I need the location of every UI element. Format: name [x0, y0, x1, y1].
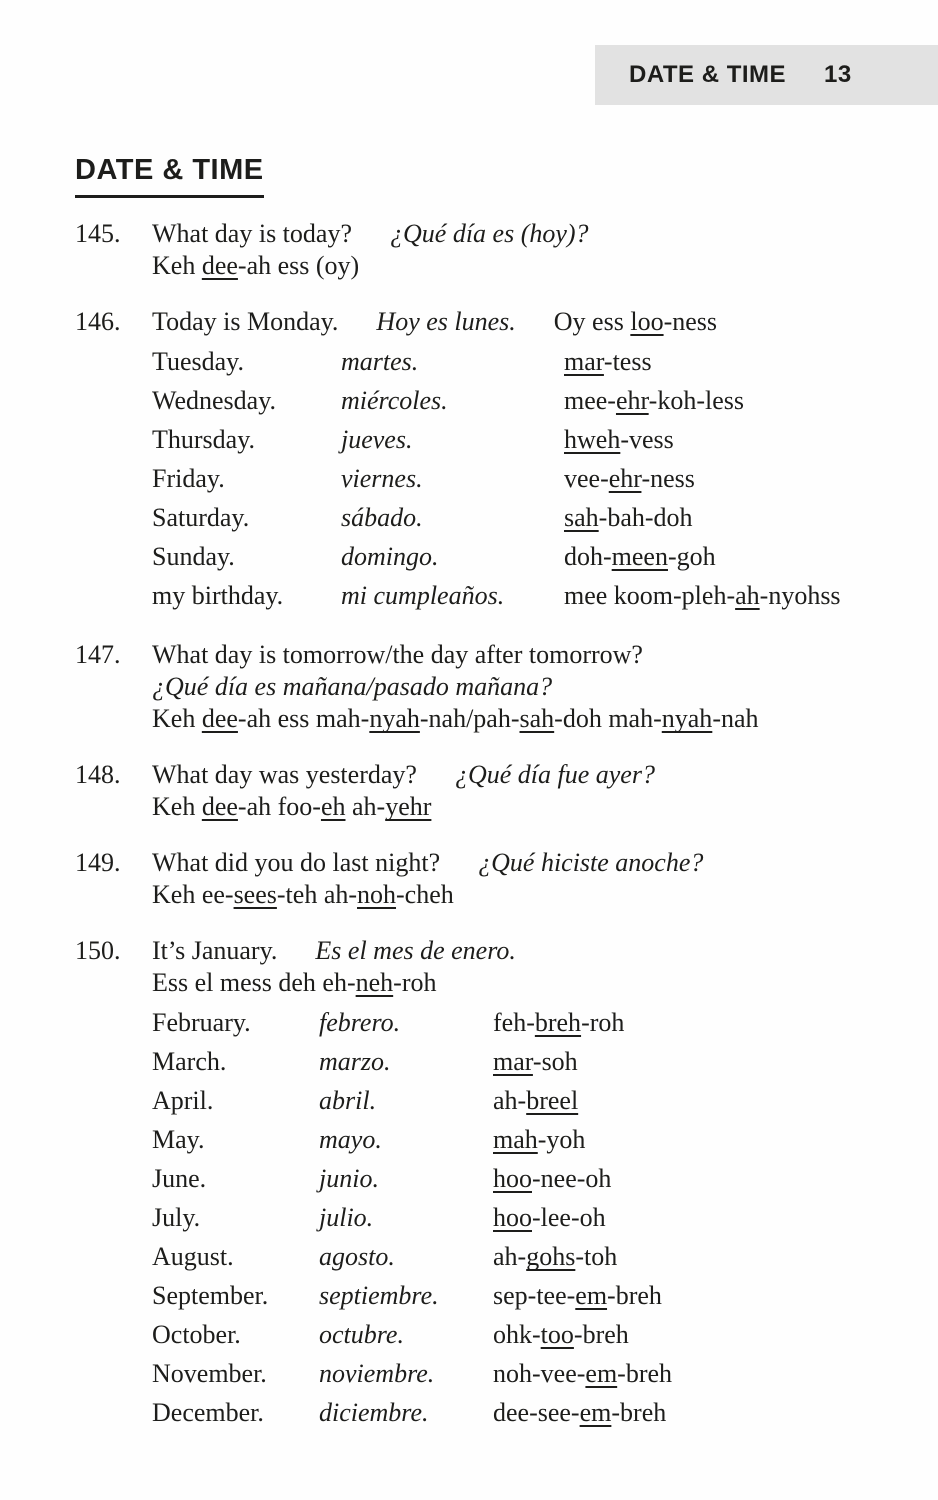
stressed-syllable: neh: [355, 968, 394, 997]
row-pronunciation: hoo-lee-oh: [493, 1203, 606, 1232]
entry-149: [75, 847, 938, 911]
row-english: March.: [152, 1047, 227, 1076]
stressed-syllable: dee: [201, 251, 238, 280]
row-pronunciation: mee koom-pleh-ah-nyohss: [564, 581, 841, 610]
table-row: [152, 1159, 908, 1198]
row-spanish: octubre.: [319, 1320, 404, 1349]
table-row: [152, 537, 908, 576]
row-spanish: mayo.: [319, 1125, 382, 1154]
row-spanish: martes.: [341, 347, 419, 376]
english-phrase: What day is today?: [152, 219, 352, 248]
stressed-syllable: breel: [526, 1086, 579, 1115]
row-english: Saturday.: [152, 503, 250, 532]
english-phrase: What did you do last night?: [152, 848, 441, 877]
table-row: [152, 381, 908, 420]
row-english: April.: [152, 1086, 214, 1115]
pronunciation: Keh dee-ah ess (oy): [152, 251, 360, 280]
row-pronunciation: vee-ehr-ness: [564, 464, 695, 493]
months-table: [152, 1003, 908, 1432]
section-title: DATE & TIME: [75, 153, 264, 198]
stressed-syllable: meen: [611, 542, 668, 571]
row-pronunciation: hweh-vess: [564, 425, 674, 454]
entry-number: 146.: [75, 307, 121, 336]
spanish-phrase: ¿Qué hiciste anoche?: [478, 848, 704, 877]
row-pronunciation: mar-soh: [493, 1047, 578, 1076]
row-english: May.: [152, 1125, 205, 1154]
entry-number: 148.: [75, 760, 121, 789]
stressed-syllable: yehr: [385, 792, 432, 821]
row-spanish: miércoles.: [341, 386, 448, 415]
stressed-syllable: dee: [201, 792, 238, 821]
stressed-syllable: mar: [493, 1047, 533, 1076]
entry-148: [75, 759, 938, 823]
table-row: [152, 1315, 908, 1354]
row-spanish: junio.: [319, 1164, 379, 1193]
row-pronunciation: doh-meen-goh: [564, 542, 716, 571]
row-english: September.: [152, 1281, 269, 1310]
stressed-syllable: mar: [564, 347, 604, 376]
spanish-phrase: Es el mes de enero.: [315, 936, 516, 965]
row-english: June.: [152, 1164, 207, 1193]
row-english: July.: [152, 1203, 201, 1232]
row-english: Tuesday.: [152, 347, 244, 376]
row-pronunciation: ah-gohs-toh: [493, 1242, 618, 1271]
table-row: [152, 1198, 908, 1237]
entry-number: 149.: [75, 848, 121, 877]
stressed-syllable: eh: [320, 792, 346, 821]
english-phrase: It’s January.: [152, 936, 278, 965]
spanish-phrase: ¿Qué día fue ayer?: [454, 760, 655, 789]
stressed-syllable: sees: [233, 880, 277, 909]
english-phrase: What day was yesterday?: [152, 760, 417, 789]
row-pronunciation: dee-see-em-breh: [493, 1398, 667, 1427]
row-english: Wednesday.: [152, 386, 277, 415]
stressed-syllable: gohs: [526, 1242, 576, 1271]
row-english: my birthday.: [152, 581, 284, 610]
stressed-syllable: nyah: [369, 704, 420, 733]
table-row: [152, 1237, 908, 1276]
table-row: [152, 342, 908, 381]
stressed-syllable: breh: [534, 1008, 582, 1037]
stressed-syllable: ehr: [608, 464, 642, 493]
row-pronunciation: sah-bah-doh: [564, 503, 693, 532]
stressed-syllable: sah: [564, 503, 599, 532]
row-english: Sunday.: [152, 542, 235, 571]
row-pronunciation: ohk-too-breh: [493, 1320, 629, 1349]
table-row: [152, 420, 908, 459]
entry-145: [75, 218, 938, 282]
pronunciation: Keh dee-ah ess mah-nyah-nah/pah-sah-doh mah-nyah-nah: [152, 704, 759, 733]
row-pronunciation: hoo-nee-oh: [493, 1164, 612, 1193]
stressed-syllable: hweh: [564, 425, 621, 454]
table-row: [152, 459, 908, 498]
spanish-phrase: ¿Qué día es (hoy)?: [390, 219, 589, 248]
row-spanish: domingo.: [341, 542, 439, 571]
row-pronunciation: ah-breel: [493, 1086, 579, 1115]
row-spanish: viernes.: [341, 464, 423, 493]
table-row: [152, 1120, 908, 1159]
stressed-syllable: nyah: [661, 704, 713, 733]
row-english: August.: [152, 1242, 234, 1271]
stressed-syllable: sah: [519, 704, 555, 733]
row-spanish: febrero.: [319, 1008, 401, 1037]
english-phrase: Today is Monday.: [152, 307, 339, 336]
table-row: [152, 1081, 908, 1120]
stressed-syllable: loo: [630, 307, 664, 336]
row-pronunciation: mah-yoh: [493, 1125, 586, 1154]
entry-150: [75, 935, 938, 1432]
spanish-phrase: Hoy es lunes.: [376, 307, 516, 336]
stressed-syllable: mah: [493, 1125, 538, 1154]
stressed-syllable: dee: [201, 704, 238, 733]
entry-number: 147.: [75, 640, 121, 669]
row-spanish: mi cumpleaños.: [341, 581, 505, 610]
stressed-syllable: too: [540, 1320, 574, 1349]
table-row: [152, 498, 908, 537]
pronunciation: Oy ess loo-ness: [553, 307, 718, 336]
row-spanish: sábado.: [341, 503, 423, 532]
entry-number: 150.: [75, 936, 121, 965]
entries-list: [75, 218, 938, 1432]
row-english: Thursday.: [152, 425, 256, 454]
row-pronunciation: noh-vee-em-breh: [493, 1359, 673, 1388]
stressed-syllable: em: [575, 1281, 608, 1310]
row-spanish: abril.: [319, 1086, 377, 1115]
table-row: [152, 1276, 908, 1315]
row-english: November.: [152, 1359, 267, 1388]
spanish-phrase: ¿Qué día es mañana/pasado mañana?: [152, 672, 553, 701]
page-header-bar: [595, 45, 938, 105]
row-english: October.: [152, 1320, 241, 1349]
row-spanish: agosto.: [319, 1242, 395, 1271]
row-spanish: marzo.: [319, 1047, 391, 1076]
stressed-syllable: em: [585, 1359, 618, 1388]
row-pronunciation: sep-tee-em-breh: [493, 1281, 662, 1310]
stressed-syllable: noh: [357, 880, 397, 909]
table-row: [152, 1354, 908, 1393]
row-spanish: diciembre.: [319, 1398, 429, 1427]
table-row: [152, 576, 908, 615]
stressed-syllable: hoo: [493, 1164, 532, 1193]
row-pronunciation: mee-ehr-koh-less: [564, 386, 744, 415]
table-row: [152, 1003, 908, 1042]
row-pronunciation: mar-tess: [564, 347, 652, 376]
row-english: December.: [152, 1398, 264, 1427]
row-spanish: septiembre.: [319, 1281, 439, 1310]
row-spanish: noviembre.: [319, 1359, 435, 1388]
stressed-syllable: em: [579, 1398, 612, 1427]
row-spanish: julio.: [319, 1203, 374, 1232]
pronunciation: Keh dee-ah foo-eh ah-yehr: [152, 792, 432, 821]
table-row: [152, 1393, 908, 1432]
entry-146: [75, 306, 938, 615]
row-pronunciation: feh-breh-roh: [493, 1008, 625, 1037]
header-section-label: DATE & TIME: [629, 61, 787, 88]
stressed-syllable: ah: [735, 581, 760, 610]
pronunciation: Keh ee-sees-teh ah-noh-cheh: [152, 880, 454, 909]
row-english: February.: [152, 1008, 251, 1037]
table-row: [152, 1042, 908, 1081]
header-page-number: 13: [824, 61, 852, 88]
stressed-syllable: ehr: [615, 386, 649, 415]
stressed-syllable: hoo: [493, 1203, 532, 1232]
english-phrase: What day is tomorrow/the day after tomorrow?: [152, 640, 643, 669]
row-english: Friday.: [152, 464, 225, 493]
row-spanish: jueves.: [341, 425, 413, 454]
days-of-week-table: [152, 342, 908, 615]
entry-number: 145.: [75, 219, 121, 248]
entry-147: [75, 639, 938, 735]
pronunciation: Ess el mess deh eh-neh-roh: [152, 968, 437, 997]
